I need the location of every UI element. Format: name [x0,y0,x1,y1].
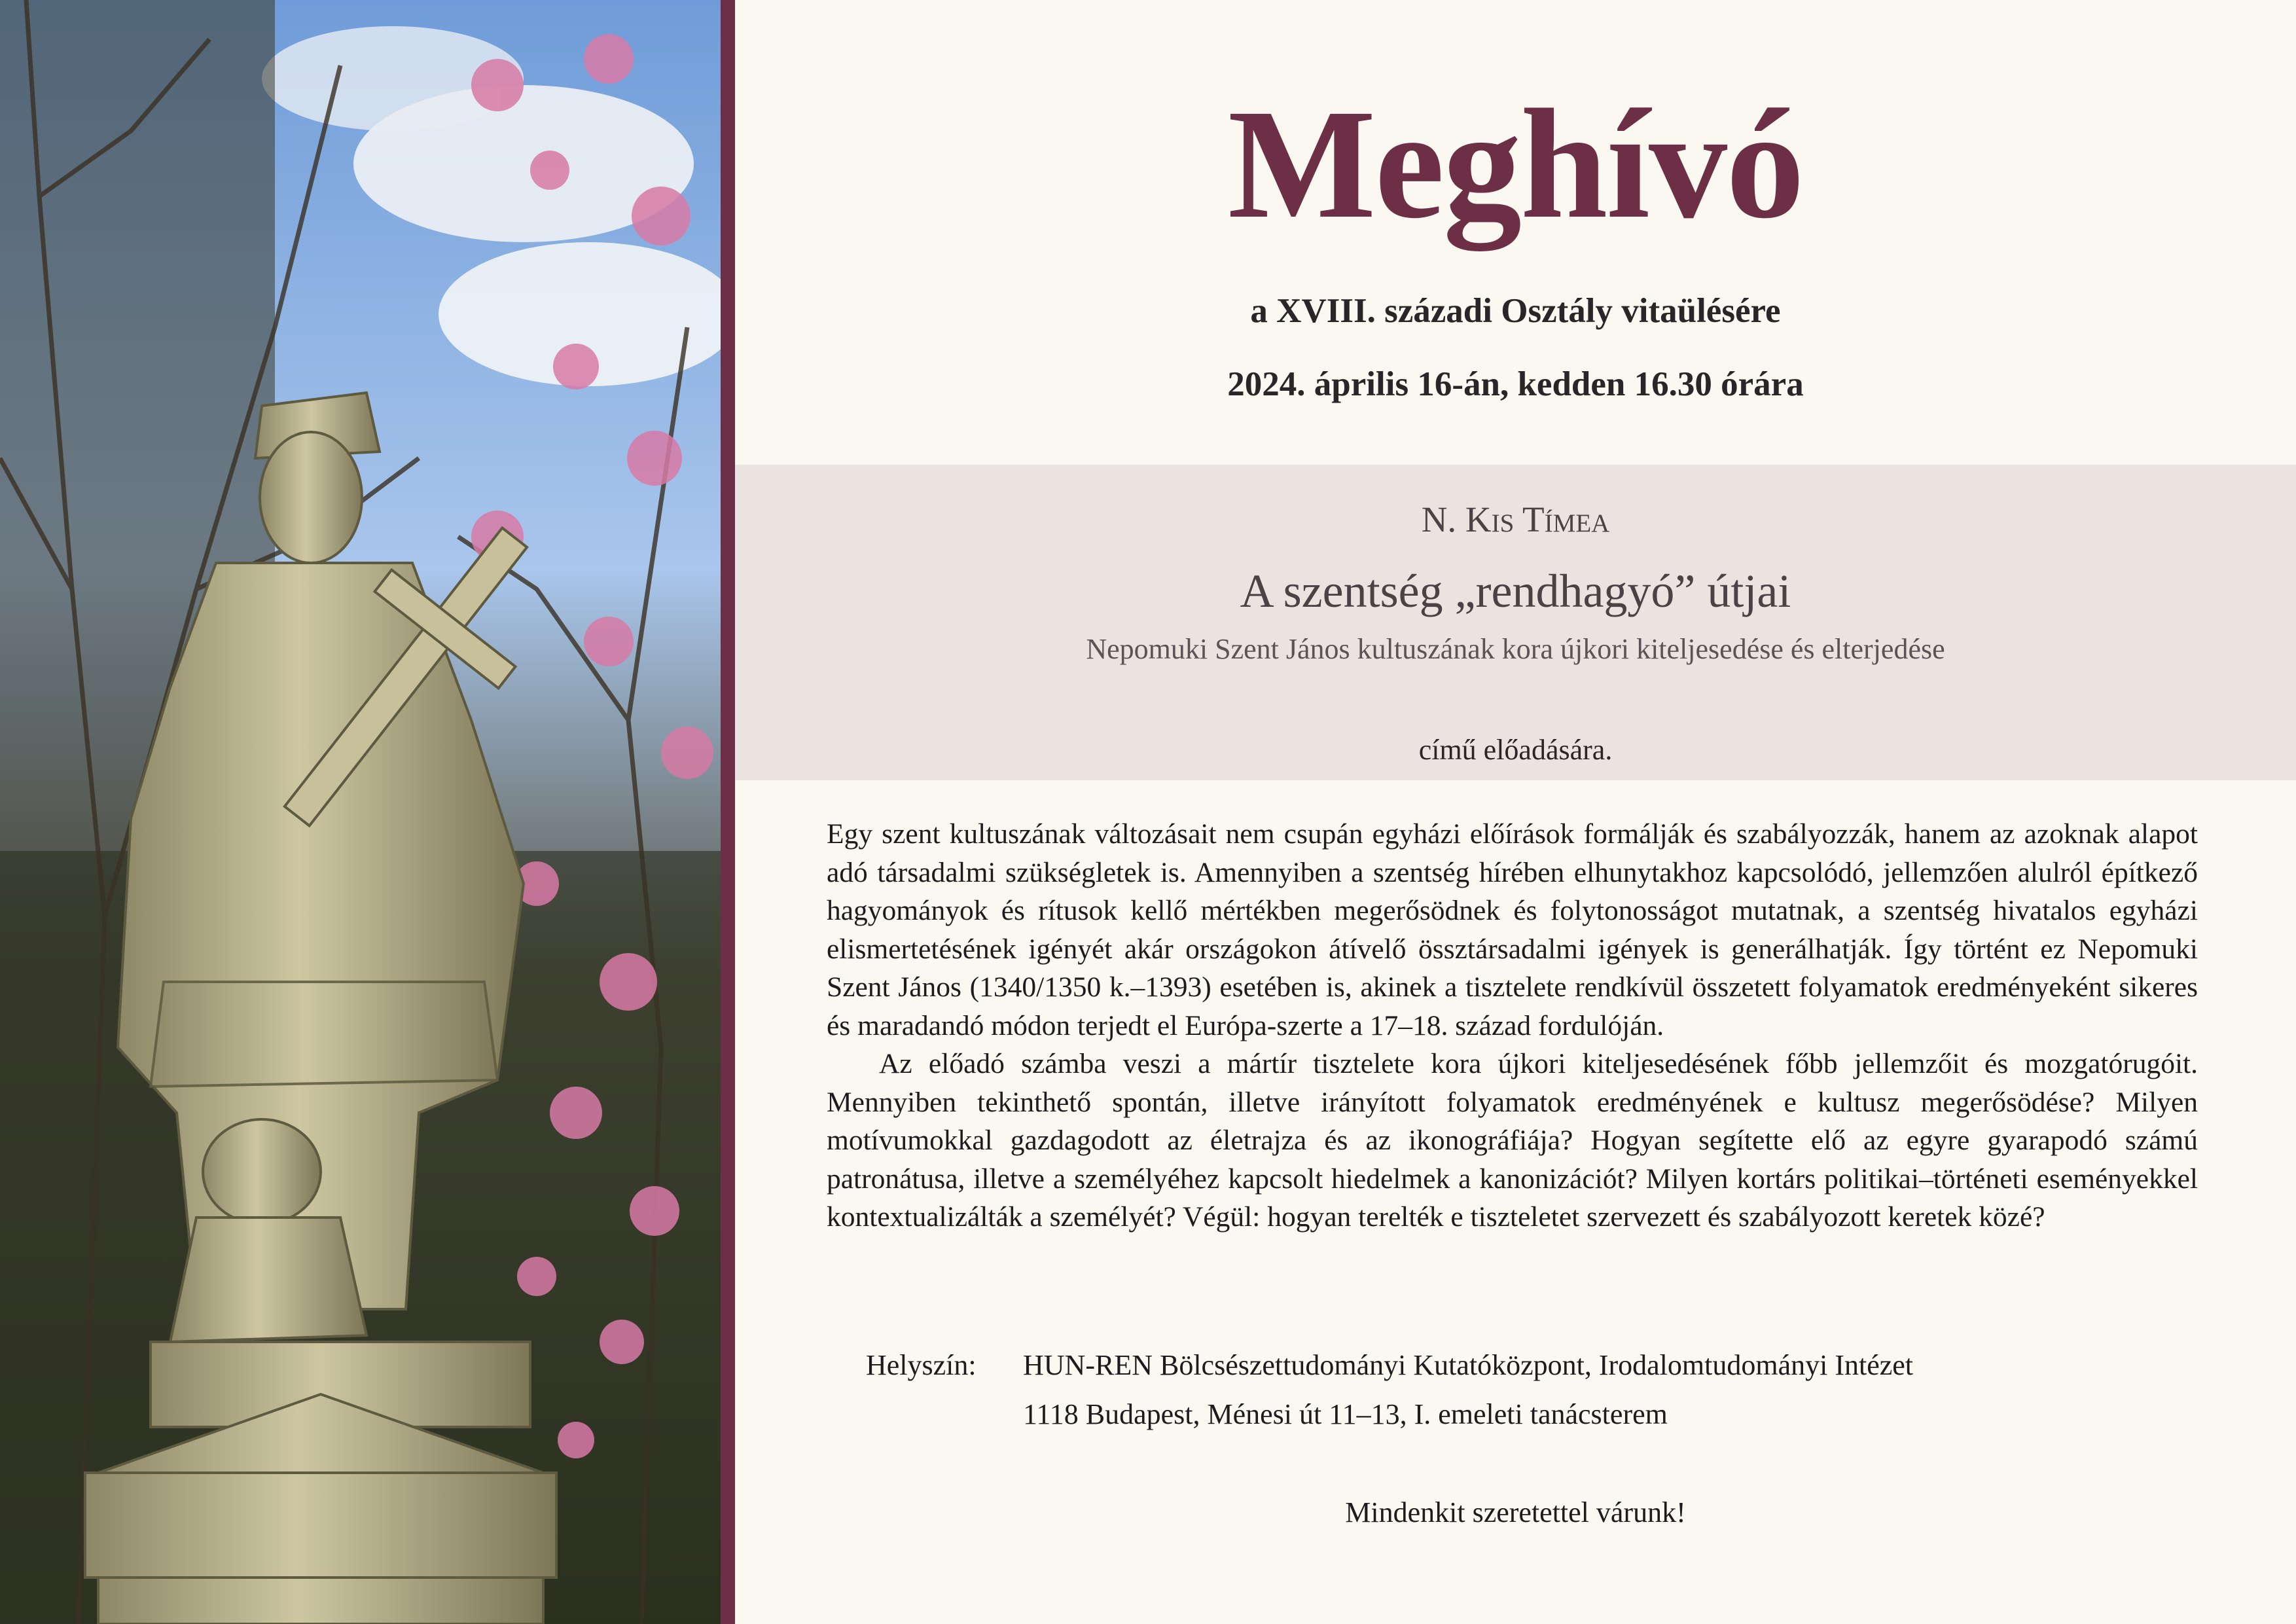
location-institution: HUN-REN Bölcsészettudományi Kutatóközpont, Irodalomtudományi Intézet [1023,1349,1914,1381]
location-label: Helyszín: [866,1349,977,1381]
page-title: Meghívó [1227,77,1804,251]
lecture-band [735,465,2296,780]
statue-illustration [0,0,721,1624]
abstract-paragraph: Az előadó számba veszi a mártír tisztelete kora újkori kiteljesedésének főbb jellemzőit és mozgatórugóit. Mennyiben tekinthető spontán, illetve irányított folyamatok eredményének e kultusz megerősödése? Milyen motívumokkal gazdagodott az életrajza és az ikonográfiája? Hogyan segítette elő az egyre gyarapodó számú patronátusa, illetve a személyéhez kapcsolt hiedelmek a kanonizációt? Milyen kortárs politikai–történeti eseményekkel kontextualizálták a személyét? Végül: hogyan terelték e tiszteletet szervezett és szabályozott keretek közé? [827,1048,2198,1233]
lecture-title: A szentség „rendhagyó” útjai [1240,565,1791,617]
accent-divider [721,0,735,1624]
abstract [827,815,2198,1236]
statue-photo [0,0,721,1624]
speaker-name: N. Kis Tímea [1421,499,1610,539]
location-address: 1118 Budapest, Ménesi út 11–13, I. emeleti tanácsterem [1023,1398,1668,1430]
closing-message: Mindenkit szeretettel várunk! [1345,1496,1686,1528]
event-subtitle: a XVIII. századi Osztály vitaülésére [1250,292,1781,330]
abstract-paragraph: Egy szent kultuszának változásait nem csupán egyházi előírások formálják és szabályozzák, hanem az azoknak alapot adó társadalmi szükségletek is. Amennyiben a szentség hírében elhunytakhoz kapcsolódó, jellemzően alulról építkező hagyományok és rítusok kellő mértékben megerősödnek és folytonosságot mutatnak, a szentség hivatalos egyházi elismertetésének igényét akár országokon átívelő össztársadalmi igények is generálhatják. Így történt ez Nepomuki Szent János (1340/1350 k.–1393) esetében is, akinek a tisztelete rendkívül összetett folyamatok eredményeként sikeres és maradandó módon terjedt el Európa-szerte a 17–18. század fordulóján. [827,818,2198,1041]
lecture-suffix: című előadására. [1418,734,1613,766]
event-datetime: 2024. április 16-án, kedden 16.30 órára [1227,365,1804,403]
lecture-subtitle: Nepomuki Szent János kultuszának kora újkori kiteljesedése és elterjedése [1086,633,1945,665]
invitation-content [735,0,2296,1624]
